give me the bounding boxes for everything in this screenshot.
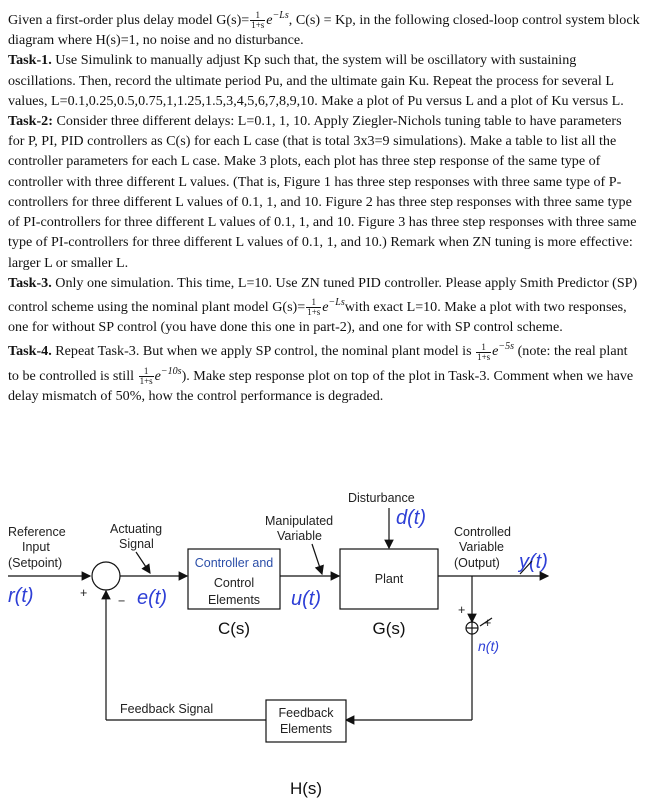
controller-label-2: Control [213,576,255,590]
feedback-signal-label: Feedback Signal [120,702,214,716]
task3-body-b: with exact L=10. Make a plot with two responses, one for without SP control (you have done this one in part-2), and one for with SP control scheme. [8,298,627,336]
output-signal: y(t) [519,551,548,573]
controller-label-1: Controller and [194,556,274,570]
manipulated-variable-label: Variable [277,529,322,543]
sum-minus: − [118,594,126,608]
fraction: $\frac{1}{1+s}$ [307,297,321,318]
task2-label: Task-2: [8,113,53,130]
task1-paragraph [8,50,640,111]
exponent: −10s [160,365,182,377]
fraction: $\frac{1}{1+s}$ [477,341,491,362]
intro-text-b: , C(s) = Kp, in the following closed-loop control system block diagram where H(s)=1, no noise and no disturbance. [8,12,640,49]
block-diagram [0,488,645,804]
intro-text-a: Given a first-order plus delay model G(s)= [8,12,250,28]
controller-transfer-label: C(s) [217,619,251,638]
exponent: −5s [498,341,515,353]
fraction: $\frac{1}{1+s}$ [139,365,153,386]
controller-label-3: Elements [207,593,261,607]
task4-label: Task-4. [8,343,52,360]
task1-body: Use Simulink to manually adjust Kp such that, the system will be oscillatory with sustaining oscillations. Then, record the ultimate period Pu, and the ultimate gain Ku. Repeat the process for several L values, L=0.1,0.25,0.5,0.75,1,1.25,1.5,3,4,5,6,7,8,9,10. Make a plot of Pu versus L and a plot of Ku versus L. [8,52,624,109]
intro-paragraph: Given a first-order plus delay model G(s)= $\frac{1}{1+s}$ $e^{-Ls}$, C(s) = Kp, in the following closed-loop control system block diagram where H(s)=1, no noise and no disturbance. [8,10,640,49]
task4-body-a: Repeat Task-3. But when we apply SP control, the nominal plant model is [51,343,476,360]
noise-plus-right: + [484,616,492,630]
exponent: −Ls [272,10,289,21]
controlled-variable-label: Variable [459,540,504,554]
reference-signal: r(t) [8,585,34,607]
feedback-block-label-1: Feedback [278,706,334,720]
signal-label: Signal [119,537,154,551]
task3-label: Task-3. [8,274,52,291]
task4-paragraph: Task-4. Repeat Task-3. But when we apply SP control, the nominal plant model is $\frac{1}{1+s}$ $e^{-5s}$ (note: the real plant to be controlled is still $\frac{1}{1+s}$ $e^{-10s}$). Make step response plot on top of the plot in Task-3. Comment when we have delay mismatch of 50%, how the control performance is degraded. [8,341,634,404]
exponent: −Ls [328,296,345,308]
control-signal: u(t) [291,588,321,610]
task2-body: Consider three different delays: L=0.1, 1, 10. Apply Ziegler-Nichols tuning table to have parameters for P, PI, PID controllers as C(s) for each L case (that is total 3x3=9 simulations). Make a table to list all the controller parameters for each L case. Make 3 plots, each plot has three step response of the same type of controller with three different L values. (That is, Figure 1 has three step responses with three same type of P-controllers for three different L values of 0.1, 1, and 10. Figure 2 has three step responses with three same type of PI-controllers for three different L values of 0.1, 1, and 10. Figure 3 has three step responses with three same type of PI-controllers for three different L values of 0.1, 1, and 10.) Remark when ZN tuning is more effective: larger L or smaller L. [8,113,637,271]
feedback-block-label-2: Elements [279,722,333,736]
actuating-pointer [136,552,150,573]
task1-label: Task-1. [8,52,52,69]
sum-plus: + [80,586,88,600]
input-label: Input [22,540,50,554]
task4-body-b: (note: the real plant to be controlled is still [8,343,628,384]
task3-body-a: Only one simulation. This time, L=10. Use ZN tuned PID controller. Please apply Smith Predictor (SP) control scheme using the nominal plant model G(s)= [8,274,638,315]
noise-signal: n(t) [478,638,499,654]
setpoint-label: (Setpoint) [8,556,63,570]
feedback-transfer-label: H(s) [289,779,323,798]
disturbance-label: Disturbance [348,491,415,505]
fraction: $\frac{1}{1+s}$ [251,10,265,31]
error-signal: e(t) [137,587,167,609]
actuating-label: Actuating [110,522,163,536]
problem-text [8,6,640,406]
noise-plus-top: + [458,603,466,617]
reference-label: Reference [8,525,66,539]
plant-transfer-label: G(s) [372,619,406,638]
plant-label: Plant [374,572,404,586]
task2-paragraph [8,111,640,273]
task4-body-c: ). Make step response plot on top of the plot in Task-3. Comment when we have delay mismatch of 50%, how the control performance is degraded. [8,367,634,404]
disturbance-signal: d(t) [396,507,426,529]
manipulated-pointer [312,544,322,574]
summing-junction [92,562,120,590]
manipulated-label: Manipulated [265,514,334,528]
controlled-label: Controlled [454,525,511,539]
output-label: (Output) [454,556,500,570]
task3-paragraph: Task-3. Only one simulation. This time, L=10. Use ZN tuned PID controller. Please apply Smith Predictor (SP) control scheme using the nominal plant model G(s)= $\frac{1}{1+s}$ $e^{-Ls}with$ exact L=10. Make a plot with two responses, one for without SP control (you have done this one in part-2), and one for with SP control scheme. [8,274,638,336]
